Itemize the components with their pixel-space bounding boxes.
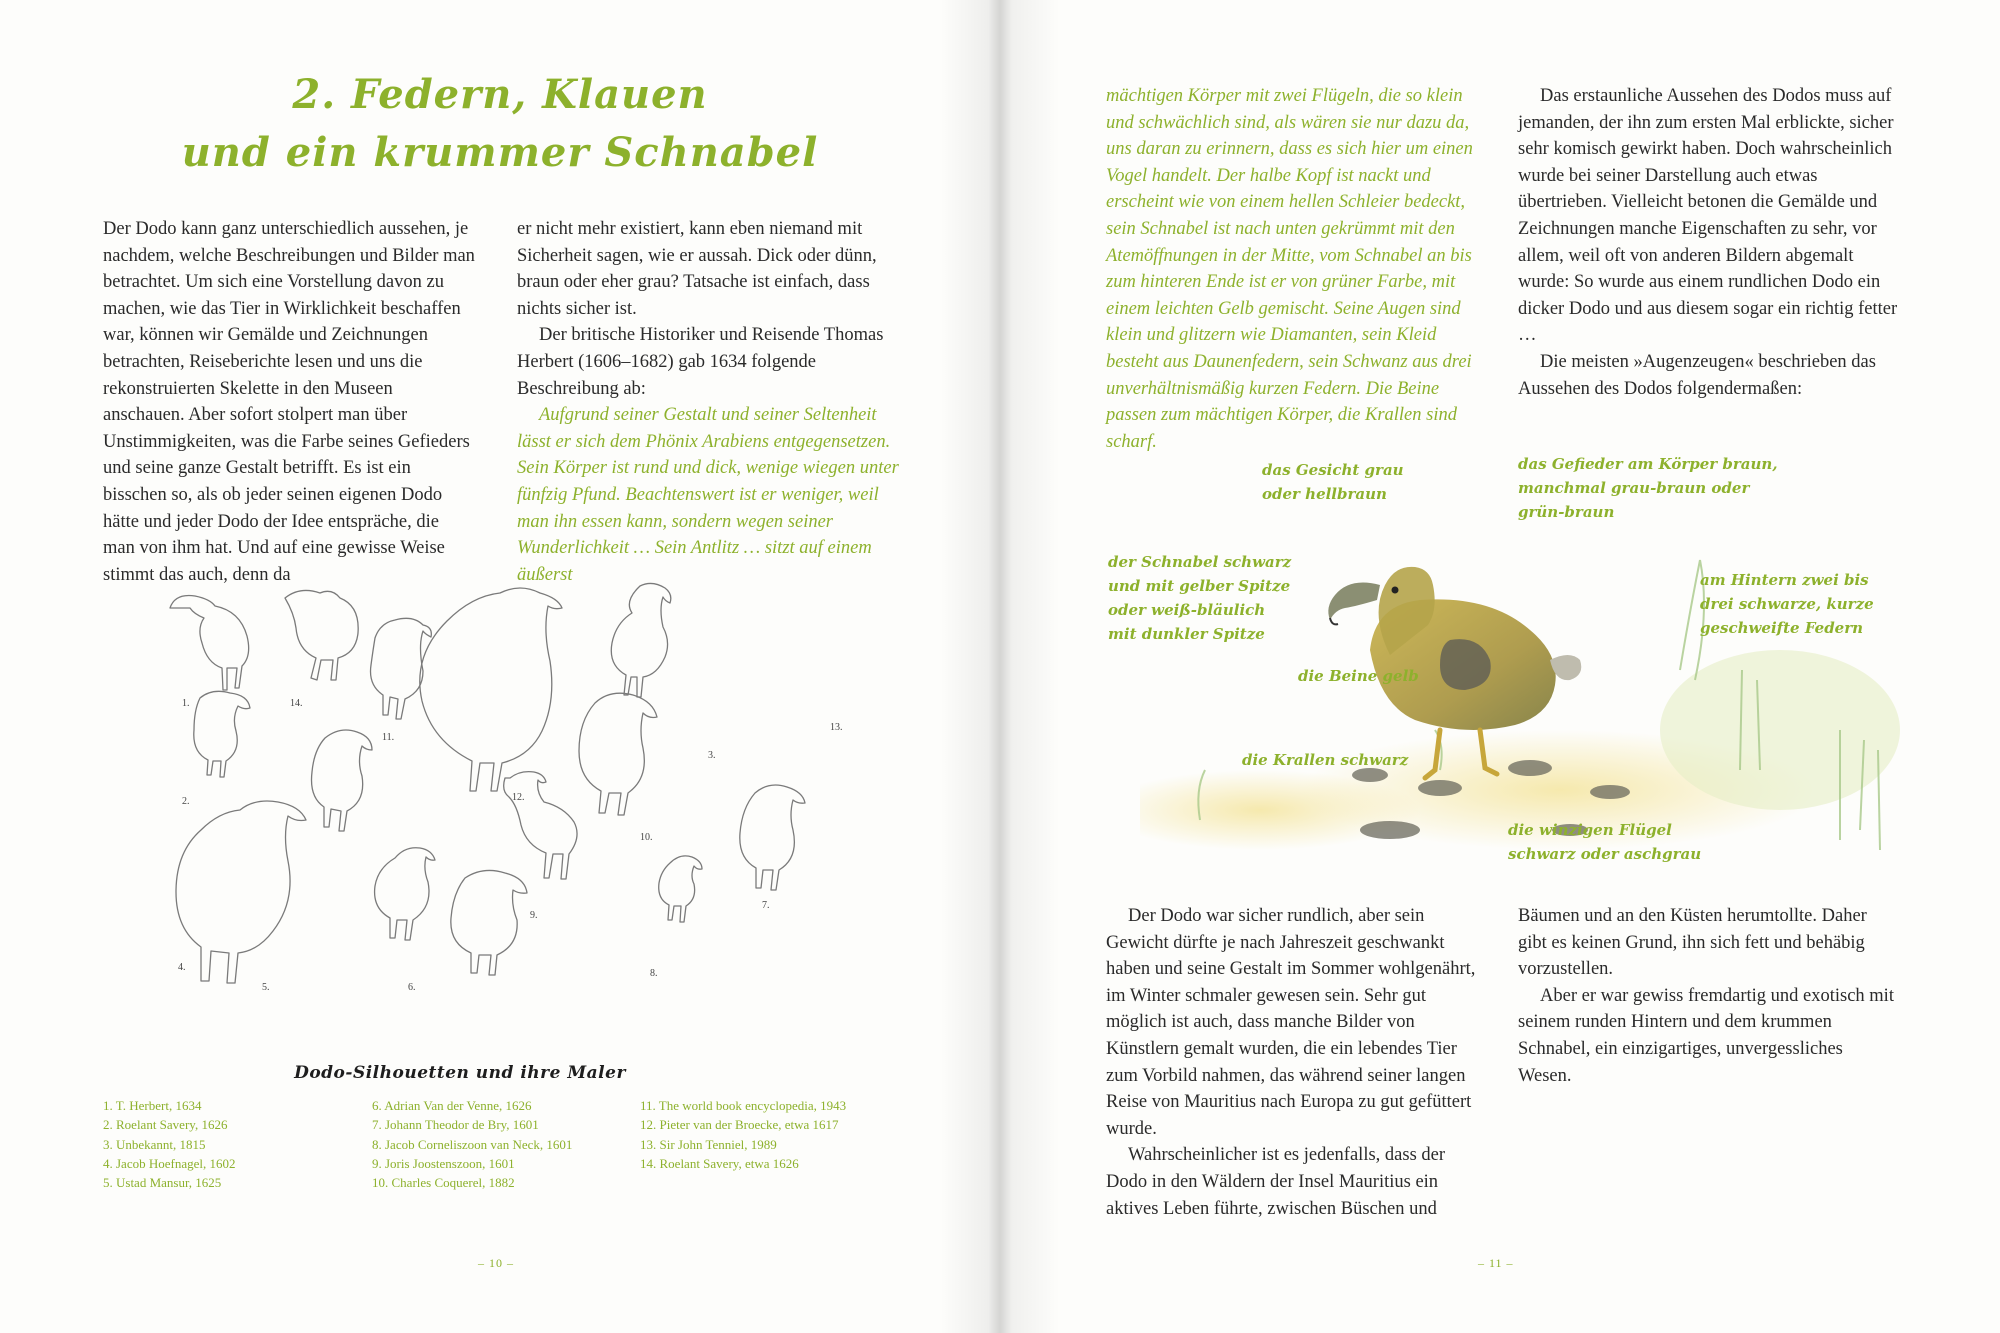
annotation-legs: die Beine gelb: [1298, 667, 1419, 685]
list-item: 1. T. Herbert, 1634: [103, 1098, 202, 1113]
chapter-title: [150, 66, 850, 182]
chapter-title-line1: 2. Federn, Klauen: [292, 71, 708, 118]
body-paragraph: er nicht mehr existiert, kann eben niemand mit Sicherheit sagen, wie er aussah. Dick oder dünn, braun oder eher grau? Tatsache ist einfach, dass nichts sicher ist.: [517, 219, 877, 319]
silhouette-number: 2.: [182, 796, 190, 807]
figure-caption-title: Dodo-Silhouetten und ihre Maler: [294, 1063, 626, 1083]
silhouette-number: 1.: [182, 698, 190, 709]
silhouette-number: 5.: [262, 982, 270, 993]
list-item: 9. Joris Joostenszoon, 1601: [372, 1155, 515, 1171]
body-paragraph: Wahrscheinlicher ist es jedenfalls, dass der Dodo in den Wäldern der Insel Mauritius ein aktives Leben führte, zwischen Büschen und: [1106, 1145, 1446, 1219]
dodo-silhouette: [740, 785, 805, 890]
list-item: 10. Charles Coquerel, 1882: [372, 1175, 515, 1191]
annotation-face: das Gesicht grau oder hellbraun: [1262, 461, 1404, 503]
body-paragraph: Der Dodo war sicher rundlich, aber sein Gewicht dürfte je nach Jahreszeit geschwankt haben und seine Gestalt im Sommer wohlgenährt, im Winter schmaler gewesen sein. Sehr gut möglich ist auch, dass manche Bilder von Künstlern gemalt wurden, die ein lebendes Tier zum Vorbild nahmen, das während seiner langen Reise von Mauritius nach Europa zu gut gefüttert wurde.: [1106, 906, 1476, 1139]
body-paragraph: Bäumen und an den Küsten herumtollte. Daher gibt es keinen Grund, ihn sich fett und behäbig vorzustellen.: [1518, 906, 1867, 980]
silhouette-number: 11.: [382, 732, 395, 743]
list-item: 4. Jacob Hoefnagel, 1602: [103, 1155, 236, 1171]
right-column-2: [1518, 83, 1898, 402]
annotation-beak: der Schnabel schwarz und mit gelber Spitze oder weiß-bläulich mit dunkler Spitze: [1108, 553, 1292, 643]
dodo-silhouette: [375, 848, 435, 940]
silhouette-number: 6.: [408, 982, 416, 993]
list-item: 14. Roelant Savery, etwa 1626: [640, 1155, 799, 1171]
list-item: 6. Adrian Van der Venne, 1626: [372, 1098, 532, 1113]
silhouette-number: 4.: [178, 962, 186, 973]
dodo-silhouette: [451, 870, 527, 975]
annotation-tail: am Hintern zwei bis drei schwarze, kurze geschweifte Federn: [1700, 571, 1874, 637]
painter-list-col1: [103, 1096, 353, 1192]
left-page: [0, 0, 992, 1333]
list-item: 7. Johann Theodor de Bry, 1601: [372, 1117, 539, 1133]
chapter-title-line2: und ein krummer Schnabel: [181, 129, 819, 176]
dodo-silhouette: [579, 693, 657, 815]
silhouette-number: 3.: [708, 750, 716, 761]
right-column-1: [1106, 83, 1490, 455]
dodo-silhouette: [420, 588, 562, 791]
left-column-1: [103, 216, 475, 588]
list-item: 11. The world book encyclopedia, 1943: [640, 1098, 847, 1113]
body-paragraph: Aber er war gewiss fremdartig und exotisch mit seinem runden Hintern und dem krummen Schnabel, ein einzigartiges, unvergessliches Wesen.: [1518, 985, 1894, 1086]
dodo-silhouette: [659, 856, 702, 922]
dodo-silhouette: [176, 801, 306, 983]
body-paragraph: Der britische Historiker und Reisende Thomas Herbert (1606–1682) gab 1634 folgende Beschreibung ab:: [517, 325, 884, 399]
annotation-claws: die Krallen schwarz: [1242, 751, 1409, 769]
dodo-silhouette: [170, 596, 249, 691]
annotation-wings: die winzigen Flügel schwarz oder aschgrau: [1508, 821, 1702, 863]
dodo-silhouette: [194, 691, 250, 777]
left-column-2: [517, 216, 902, 588]
silhouette-number: 13.: [830, 722, 843, 733]
list-item: 3. Unbekannt, 1815: [103, 1136, 206, 1152]
silhouette-number: 7.: [762, 900, 770, 911]
dodo-silhouette: [312, 730, 373, 831]
silhouette-number: 8.: [650, 968, 658, 979]
body-paragraph: Das erstaunliche Aussehen des Dodos muss auf jemanden, der ihn zum ersten Mal erblickte, sicher sehr komisch gewirkt haben. Doch wahrscheinlich wurde bei seiner Darstellung auch etwas übertrieben. Vielleicht betonen die Gemälde und Zeichnungen manche Eigenschaften zu sehr, vor allem, weil oft von anderen Bildern abgemalt wurde: So wurde aus einem rundlichen Dodo ein dicker Dodo und aus diesem sogar ein richtig fetter …: [1518, 86, 1898, 346]
herbert-quote-continued: mächtigen Körper mit zwei Flügeln, die so klein und schwächlich sind, als wären sie nur dazu da, uns daran zu erinnern, dass es sich hier um einen Vogel handelt. Der halbe Kopf ist nackt und erscheint wie von einem hellen Schleier bedeckt, sein Schnabel ist nach unten gekrümmt mit den Atemöffnungen in der Mitte, vom Schnabel an bis zum hinteren Ende ist er von grüner Farbe, mit einem leichten Gelb gemischt. Seine Augen sind klein und glitzern wie Diamanten, sein Kleid besteht aus Daunenfedern, sein Schwanz aus drei unverhältnismäßig kurzen Federn. Die Beine passen zum mächtigen Körper, die Krallen sind scharf.: [1106, 86, 1473, 452]
body-paragraph: Die meisten »Augenzeugen« beschrieben das Aussehen des Dodos folgendermaßen:: [1518, 351, 1876, 399]
list-item: 5. Ustad Mansur, 1625: [103, 1175, 222, 1191]
herbert-quote: Aufgrund seiner Gestalt und seiner Seltenheit lässt er sich dem Phönix Arabiens entgegensetzen. Sein Körper ist rund und dick, wenige wiegen unter fünfzig Pfund. Beachtenswert ist er weniger, weil man ihn essen kann, sondern wegen seiner Wunderlichkeit … Sein Antlitz … sitzt auf einem äußerst: [517, 405, 899, 585]
page-number-right: – 11 –: [1478, 1256, 1514, 1270]
body-paragraph: Der Dodo kann ganz unterschiedlich aussehen, je nachdem, welche Beschreibungen und Bilder man betrachtet. Um sich eine Vorstellung davon zu machen, wie das Tier in Wirklichkeit beschaffen war, können wir Gemälde und Zeichnungen betrachten, Reiseberichte lesen und uns die rekonstruierten Skelette in den Museen anschauen. Aber sofort stolpert man über Unstimmigkeiten, was die Farbe seines Gefieders und seine ganze Gestalt betrifft. Es ist ein bisschen so, als ob jeder seinen eigenen Dodo hätte und jeder Dodo der Idee entspräche, die man von ihm hat. Und auf eine gewisse Weise stimmt das auch, denn da: [103, 219, 475, 585]
silhouette-number: 14.: [290, 698, 303, 709]
right-column-3: [1106, 903, 1490, 1222]
silhouette-number: 9.: [530, 910, 538, 921]
annotation-plumage: das Gefieder am Körper braun, manchmal grau-braun oder grün-braun: [1518, 455, 1778, 521]
silhouette-number: 10.: [640, 832, 653, 843]
right-column-4: [1518, 903, 1898, 1089]
list-item: 12. Pieter van der Broecke, etwa 1617: [640, 1117, 839, 1133]
list-item: 8. Jacob Corneliszoon van Neck, 1601: [372, 1136, 573, 1152]
dodo-silhouettes-figure: [160, 578, 860, 1018]
silhouette-number: 12.: [512, 792, 525, 803]
page-number-left: – 10 –: [478, 1256, 514, 1270]
dodo-silhouette: [285, 590, 358, 680]
painter-list-col3: [640, 1096, 940, 1173]
painter-list-col2: [372, 1096, 632, 1192]
list-item: 13. Sir John Tenniel, 1989: [640, 1136, 777, 1152]
dodo-silhouette: [611, 583, 671, 697]
list-item: 2. Roelant Savery, 1626: [103, 1117, 228, 1133]
dodo-silhouette: [504, 772, 577, 879]
